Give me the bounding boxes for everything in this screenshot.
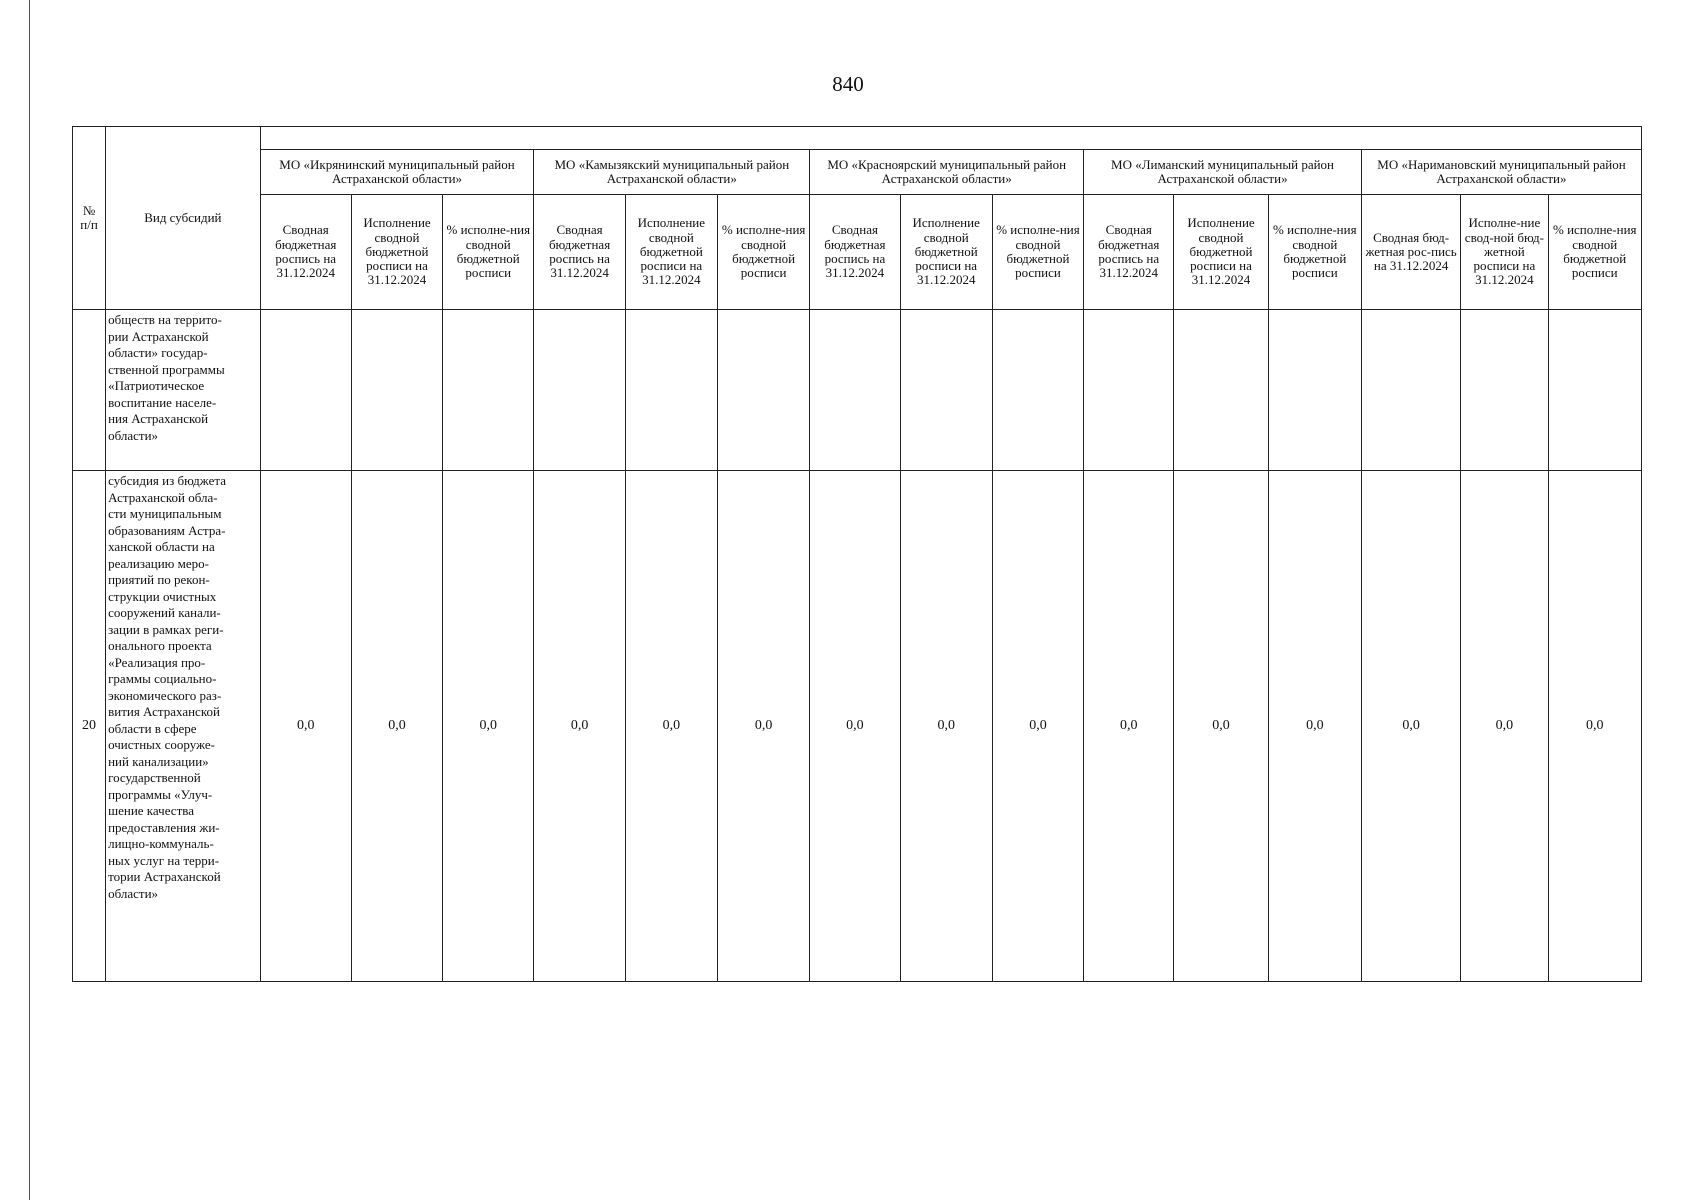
description-line: шение качества <box>108 803 194 818</box>
value-cell <box>1461 310 1548 471</box>
subsidy-execution-table <box>72 126 1642 982</box>
value-cell <box>351 310 442 471</box>
value-cell: 0,0 <box>1084 471 1174 982</box>
description-line: реализацию меро- <box>108 555 209 571</box>
value-cell <box>625 310 717 471</box>
value-cell: 0,0 <box>1461 471 1548 982</box>
description-line: государственной <box>108 770 201 785</box>
description-line: программы «Улуч- <box>108 786 213 802</box>
description-line: «Реализация про- <box>108 654 206 670</box>
column-subheader: Сводная бюджетная роспись на 31.12.2024 <box>1084 195 1174 310</box>
description-line: тории Астраханской <box>108 869 221 884</box>
region-header: МО «Икрянинский муниципальный район Астраханской области» <box>260 150 534 195</box>
description-line: сти муниципальным <box>108 506 222 521</box>
column-subheader: Сводная бюд-жетная рос-пись на 31.12.2024 <box>1361 195 1460 310</box>
row-number <box>73 310 106 471</box>
description-line: струкции очистных <box>108 588 217 604</box>
description-line: области» <box>108 885 159 901</box>
description-line: ханской области на <box>108 539 215 554</box>
column-subheader: Исполнение сводной бюджетной росписи на 31.12.2024 <box>900 195 992 310</box>
value-cell <box>1361 310 1460 471</box>
description-line: онального проекта <box>108 638 212 653</box>
value-cell: 0,0 <box>534 471 625 982</box>
value-cell <box>1548 310 1641 471</box>
column-subheader: Сводная бюджетная роспись на 31.12.2024 <box>534 195 625 310</box>
value-cell: 0,0 <box>992 471 1083 982</box>
description-line: обществ на террито- <box>108 312 222 327</box>
value-cell <box>534 310 625 471</box>
value-cell: 0,0 <box>260 471 351 982</box>
description-line: ных услуг на терри- <box>108 852 220 868</box>
col-type-header: Вид субсидий <box>106 127 260 310</box>
value-cell: 0,0 <box>1268 471 1361 982</box>
value-cell: 0,0 <box>1361 471 1460 982</box>
description-line: предоставления жи- <box>108 819 220 835</box>
col-num-header: № п/п <box>73 127 106 310</box>
value-cell <box>1084 310 1174 471</box>
column-subheader: Сводная бюджетная роспись на 31.12.2024 <box>260 195 351 310</box>
description-line: лищно-коммуналь- <box>108 836 214 851</box>
row-number: 20 <box>73 471 106 982</box>
value-cell <box>1174 310 1268 471</box>
description-line: зации в рамках реги- <box>108 621 224 637</box>
region-header: МО «Лиманский муниципальный район Астраханской области» <box>1084 150 1362 195</box>
value-cell <box>992 310 1083 471</box>
description-line: области в сфере <box>108 720 197 736</box>
region-header: МО «Камызякский муниципальный район Астраханской области» <box>534 150 810 195</box>
description-line: Астраханской обла- <box>108 489 218 505</box>
header-top-strip <box>260 127 1641 150</box>
column-subheader: Исполне-ние свод-ной бюд-жетной росписи на 31.12.2024 <box>1461 195 1548 310</box>
table-row <box>73 471 1642 982</box>
description-line: ний канализации» <box>108 753 209 769</box>
column-subheader: % исполне-ния сводной бюджетной росписи <box>1548 195 1641 310</box>
value-cell <box>900 310 992 471</box>
description-line: вития Астраханской <box>108 704 220 719</box>
description-line: воспитание населе- <box>108 394 217 410</box>
column-subheader: Исполнение сводной бюджетной росписи на 31.12.2024 <box>1174 195 1268 310</box>
description-line: рии Астраханской <box>108 328 209 344</box>
value-cell: 0,0 <box>351 471 442 982</box>
subsidy-description <box>106 471 260 982</box>
description-line: образованиям Астра- <box>108 522 226 538</box>
subsidy-description <box>106 310 260 471</box>
column-subheader: % исполне-ния сводной бюджетной росписи <box>1268 195 1361 310</box>
region-header: МО «Красноярский муниципальный район Астраханской области» <box>810 150 1084 195</box>
description-line: области» <box>108 427 159 443</box>
description-line: приятий по рекон- <box>108 572 210 587</box>
description-line: граммы социально- <box>108 671 217 686</box>
table-row <box>73 310 1642 471</box>
value-cell <box>443 310 534 471</box>
region-header: МО «Наримановский муниципальный район Астраханской области» <box>1361 150 1641 195</box>
column-subheader: Исполнение сводной бюджетной росписи на 31.12.2024 <box>625 195 717 310</box>
description-line: субсидия из бюджета <box>108 473 226 488</box>
column-subheader: % исполне-ния сводной бюджетной росписи <box>717 195 809 310</box>
description-line: очистных сооруже- <box>108 737 215 752</box>
value-cell: 0,0 <box>900 471 992 982</box>
column-subheader: % исполне-ния сводной бюджетной росписи <box>992 195 1083 310</box>
value-cell <box>1268 310 1361 471</box>
value-cell: 0,0 <box>1174 471 1268 982</box>
description-line: экономического раз- <box>108 687 222 703</box>
value-cell <box>260 310 351 471</box>
value-cell <box>810 310 900 471</box>
value-cell: 0,0 <box>810 471 900 982</box>
description-line: сооружений канали- <box>108 605 221 620</box>
value-cell <box>717 310 809 471</box>
column-subheader: Исполнение сводной бюджетной росписи на 31.12.2024 <box>351 195 442 310</box>
value-cell: 0,0 <box>717 471 809 982</box>
value-cell: 0,0 <box>1548 471 1641 982</box>
value-cell: 0,0 <box>443 471 534 982</box>
description-line: области» государ- <box>108 345 208 360</box>
value-cell: 0,0 <box>625 471 717 982</box>
description-line: ственной программы <box>108 361 225 377</box>
description-line: «Патриотическое <box>108 378 205 393</box>
description-line: ния Астраханской <box>108 411 209 426</box>
binding-margin-line <box>29 0 30 1200</box>
column-subheader: % исполне-ния сводной бюджетной росписи <box>443 195 534 310</box>
column-subheader: Сводная бюджетная роспись на 31.12.2024 <box>810 195 900 310</box>
page-number: 840 <box>832 72 864 96</box>
